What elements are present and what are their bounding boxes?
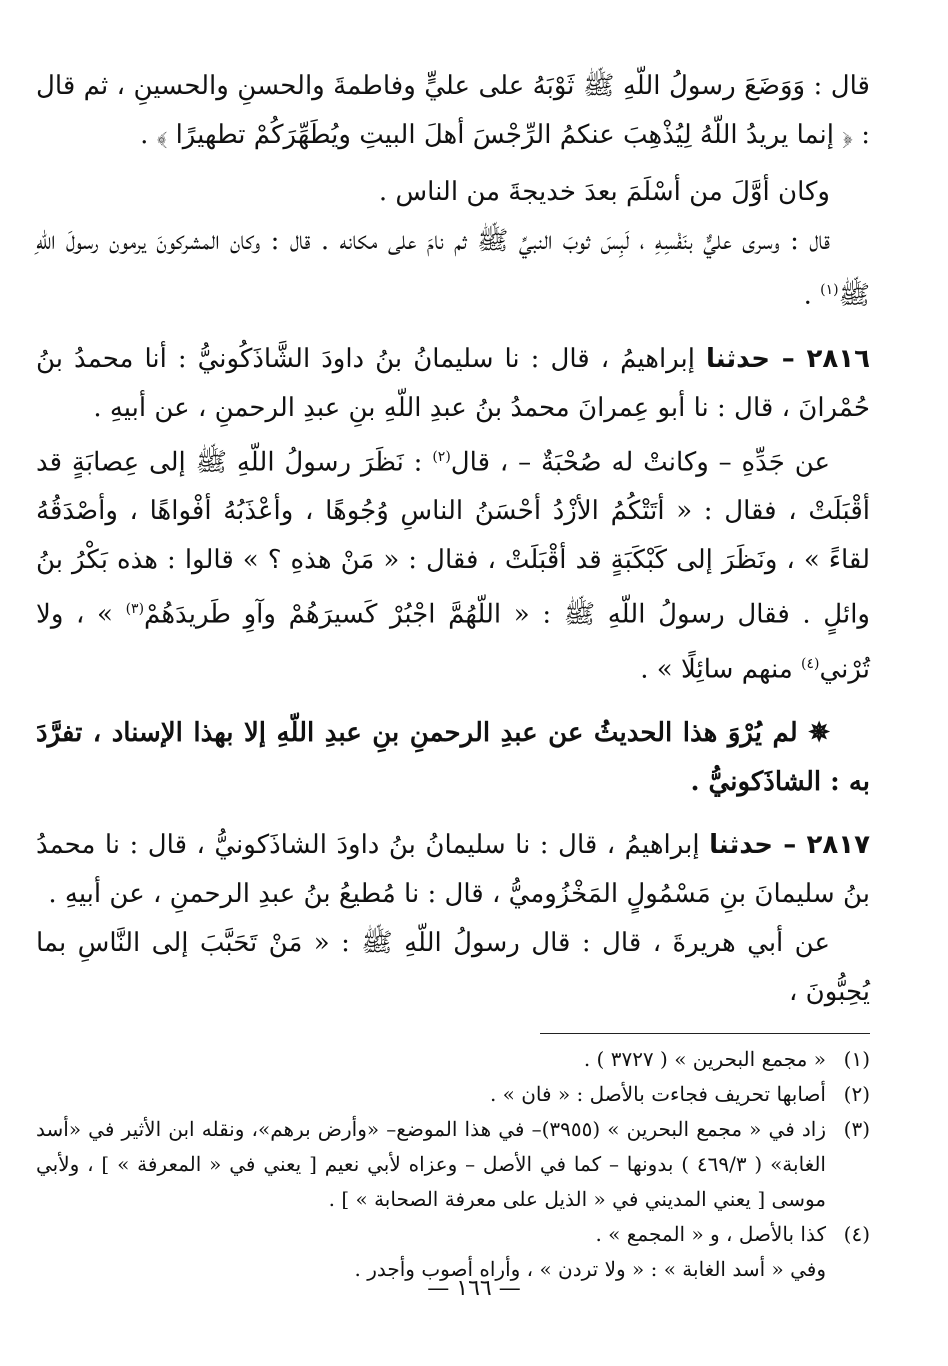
hadith-2816-number: ٢٨١٦ – حدثنا (706, 343, 871, 374)
footnote-text: أصابها تحريف فجاءت بالأصل : « فان » . (489, 1081, 826, 1106)
footnote-list (36, 1042, 870, 1287)
main-text (36, 62, 870, 1017)
footnote-number: (٤) (843, 1221, 870, 1246)
paragraph-3-text: قال : وسرى عليٌّ بنَفْسِهِ ، لَبِسَ ثوبَ النبيِّ ﷺ ثم نامَ على مكانه . قال : وكان المشركونَ يرمون رسولَ اللّهِ ﷺ (36, 226, 870, 311)
page-number: — ١٦٦ — (427, 1276, 521, 1301)
footnote-2 (36, 1077, 870, 1112)
hadith-2816-text: إبراهيمُ ، قال : نا سليمانُ بنُ داودَ الشَّاذَكُونيُّ : أنا محمدُ بنُ حُمْرانَ ، قال : نا أبو عِمرانَ محمدُ بنُ عبدِ اللّهِ بنِ عبدِ الرحمنِ ، عن أبيهِ . (36, 343, 870, 423)
footnote-4 (36, 1217, 870, 1252)
paragraph-1: قال : وَوَضَعَ رسولُ اللّهِ ﷺ ثَوْبَهُ على عليٍّ وفاطمةَ والحسنِ والحسينِ ، ثم قال : ﴿ إنما يريدُ اللّهُ لِيُذْهِبَ عنكمُ الرِّجْسَ أهلَ البيتِ ويُطَهِّرَكُمْ تطهيرًا ﴾ . (36, 71, 870, 150)
paragraph-2: وكان أوَّلَ من أسْلَمَ بعدَ خديجةَ من الناس . (378, 177, 830, 207)
paragraph-4-a: عن جَدِّهِ – وكانتْ له صُحْبَةٌ – ، قال (450, 447, 831, 478)
footnote-text: « مجمع البحرين » ( ٣٧٢٧ ) . (583, 1046, 826, 1071)
hadith-2817 (36, 821, 870, 919)
editor-note: ✵ لم يُرْوَ هذا الحديثُ عن عبدِ الرحمنِ بنِ عبدِ اللّهِ إلا بهذا الإسناد ، تفرَّدَ به : الشاذَكونيُّ . (36, 717, 870, 797)
hadith-2817-number: ٢٨١٧ – حدثنا (709, 829, 870, 860)
footnote-text: كذا بالأصل ، و « المجمع » . (595, 1221, 826, 1246)
footnote-ref-2: (٢) (432, 448, 451, 465)
footnote-ref-4: (٤) (801, 655, 820, 672)
footnote-3 (36, 1112, 870, 1217)
paragraph-4-b: : نَظَرَ رسولُ اللّهِ ﷺ إلى عِصابَةٍ قد أقْبَلَتْ ، فقال : « أتَتْكُمُ الأزْدُ أحْسَنُ الناسِ وُجُوهًا ، وأعْذَبُهُ أفْواهًا ، وأصْدَقُهُ لقاءً » ، ونَظَرَ إلى كَبْكَبَةٍ قد أقْبَلَتْ ، فقال : « مَنْ هذهِ ؟ » قالوا : هذه بَكْرُ بنُ وائلٍ . فقال رسولُ اللّهِ ﷺ : « اللّهُمَّ اجْبُرْ كَسيرَهُمْ وآوِ طَريدَهُمْ (36, 447, 870, 630)
hadith-2817-text: إبراهيمُ ، قال : نا سليمانُ بنُ داودَ الشاذَكونيُّ ، قال : نا محمدُ بنُ سليمانَ بنِ مَسْمُولٍ المَخْزُوميُّ ، قال : نا مُطيعُ بنُ عبدِ الرحمنِ ، عن أبيهِ . (36, 829, 870, 909)
footnote-divider (540, 1033, 870, 1034)
paragraph-3 (36, 217, 870, 321)
footnotes-section (36, 1033, 870, 1287)
paragraph-4: عن جَدِّهِ – وكانتْ له صُحْبَةٌ – ، قال$^{(٢)}$ : نَظَرَ رسولُ اللّهِ ﷺ إلى عِصابَةٍ قد أقْبَلَتْ ، فقال : « أتَتْكُمُ الأزْدُ أحْسَنُ الناسِ وُجُوهًا ، وأعْذَبُهُ أفْواهًا ، وأصْدَقُهُ لقاءً » ، ونَظَرَ إلى كَبْكَبَةٍ قد أقْبَلَتْ ، فقال : « مَنْ هذهِ ؟ » قالوا : هذه بَكْرُ بنُ وائلٍ . فقال رسولُ اللّهِ ﷺ : « اللّهُمَّ اجْبُرْ كَسيرَهُمْ وآوِ طَريدَهُمْ$^{(٣)}$ » ، ولا تُرْني$^{(٤)}$ منهم سائِلًا » . (36, 447, 870, 685)
footnote-number: (٢) (843, 1081, 870, 1106)
paragraph-4-d: منهم سائِلًا » . (640, 654, 793, 685)
paragraph-3-end: . (803, 280, 812, 311)
footnote-4-continuation: وفي « أسد الغابة » : « ولا تردن » ، وأراه أصوب وأجدر . (354, 1256, 826, 1281)
footnote-1 (36, 1042, 870, 1077)
paragraph-5: عن أبي هريرةَ ، قال : قال رسولُ اللّهِ ﷺ : « مَنْ تَحَبَّبَ إلى النَّاسِ بما يُحِبُّونَ ، (36, 927, 870, 1007)
footnote-ref-3: (٣) (125, 601, 145, 618)
footnote-number: (٣) (843, 1116, 870, 1141)
footnote-number: (١) (843, 1046, 870, 1071)
footnote-text: زاد في « مجمع البحرين » (٣٩٥٥)– في هذا الموضع– «وأرض برهم»، ونقله ابن الأثير في «أسد الغابة» ( ٤٦٩/٣ ) بدونها – كما في الأصل – وعزاه لأبي نعيم [ يعني في « المعرفة » ] ، ولأبي موسى [ يعني المديني في « الذيل على معرفة الصحابة » ] . (36, 1116, 826, 1211)
paragraph-4-c: ، ولا تُرْني (36, 599, 870, 685)
hadith-2816 (36, 335, 870, 433)
footnote-ref-1: (١) (820, 282, 839, 298)
